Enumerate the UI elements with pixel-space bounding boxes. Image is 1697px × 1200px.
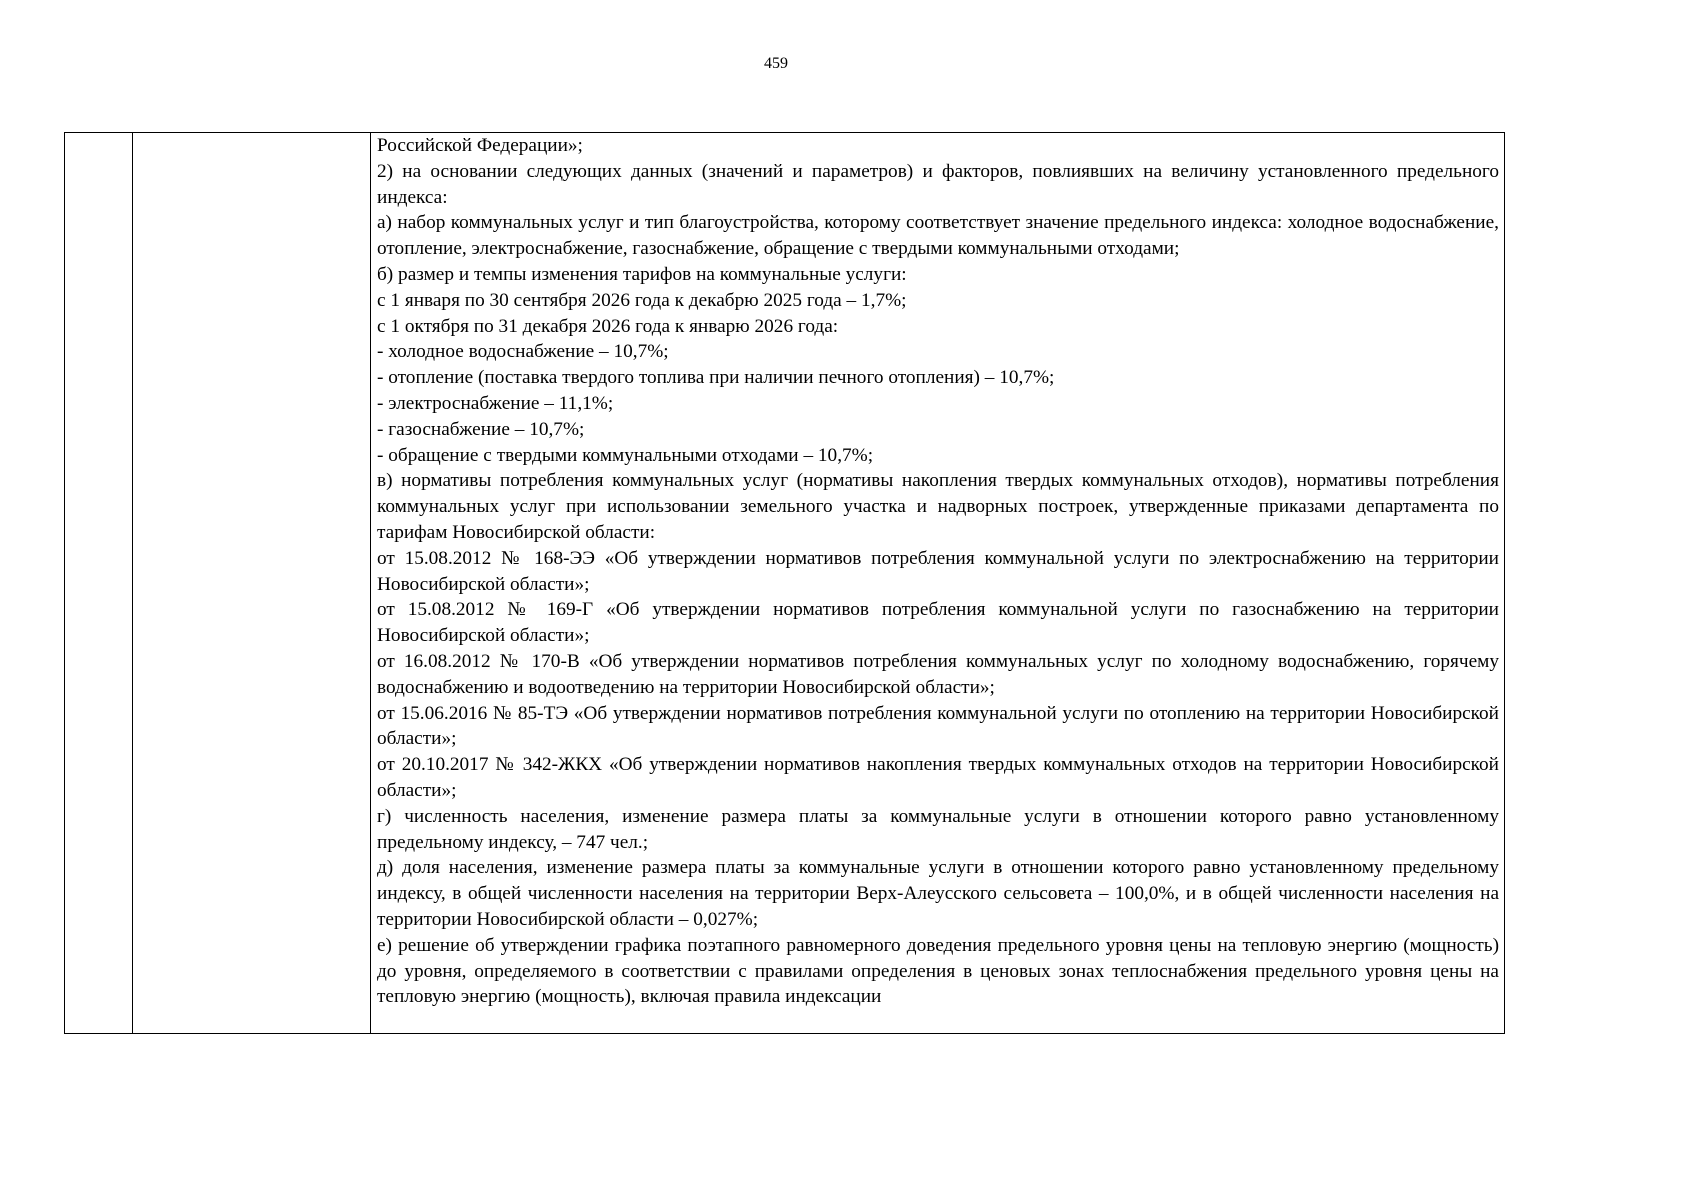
page-number: 459 <box>764 55 788 72</box>
paragraph: - газоснабжение – 10,7%; <box>377 418 585 440</box>
paragraph: - отопление (поставка твердого топлива при наличии печного отопления) – 10,7%; <box>377 367 1055 389</box>
paragraph: от 15.06.2016 № 85-ТЭ «Об утверждении нормативов потребления коммунальной услуги по отоплению на территории Новосибирской области»; <box>377 702 1499 750</box>
paragraph: с 1 октября по 31 декабря 2026 года к январю 2026 года: <box>377 315 839 337</box>
column-divider-1 <box>132 133 133 1033</box>
paragraph: от 16.08.2012 № 170-В «Об утверждении нормативов потребления коммунальных услуг по холодному водоснабжению, горячему водоснабжению и водоотведению на территории Новосибирской области»; <box>377 650 1499 698</box>
paragraph: с 1 января по 30 сентября 2026 года к декабрю 2025 года – 1,7%; <box>377 289 907 311</box>
table-text-cell <box>377 133 1499 1010</box>
paragraph: д) доля населения, изменение размера платы за коммунальные услуги в отношении которого равно установленному предельному индексу, в общей численности населения на территории Верх-Алеусского сельсовета – 100,0%, и в общей численности населения на территории Новосибирской области – 0,027%; <box>377 857 1499 930</box>
paragraph: - обращение с твердыми коммунальными отходами – 10,7%; <box>377 444 874 466</box>
paragraph: от 20.10.2017 № 342-ЖКХ «Об утверждении нормативов накопления твердых коммунальных отходов на территории Новосибирской области»; <box>377 754 1499 801</box>
paragraph: а) набор коммунальных услуг и тип благоустройства, которому соответствует значение предельного индекса: холодное водоснабжение, отопление, электроснабжение, газоснабжение, обращение с твердыми коммунальными отходами; <box>377 212 1499 260</box>
paragraph: г) численность населения, изменение размера платы за коммунальные услуги в отношении которого равно установленному предельному индексу, – 747 чел.; <box>377 805 1499 853</box>
paragraph: - электроснабжение – 11,1%; <box>377 392 614 414</box>
paragraph: 2) на основании следующих данных (значений и параметров) и факторов, повлиявших на величину установленного предельного индекса: <box>377 160 1499 208</box>
paragraph: е) решение об утверждении графика поэтапного равномерного доведения предельного уровня цены на тепловую энергию (мощность) до уровня, определяемого в соответствии с правилами определения в ценовых зонах теплоснабжения предельного уровня цены на тепловую энергию (мощность), включая правила индексации <box>377 934 1499 1008</box>
paragraph: б) размер и темпы изменения тарифов на коммунальные услуги: <box>377 263 907 285</box>
paragraph: - холодное водоснабжение – 10,7%; <box>377 341 669 363</box>
column-divider-2 <box>370 133 371 1033</box>
document-table <box>64 132 1505 1034</box>
paragraph: Российской Федерации»; <box>377 135 583 156</box>
paragraph: в) нормативы потребления коммунальных услуг (нормативы накопления твердых коммунальных отходов), нормативы потребления коммунальных услуг при использовании земельного участка и надворных построек, утвержденные приказами департамента по тарифам Новосибирской области: <box>377 470 1499 543</box>
paragraph: от 15.08.2012 № 168-ЭЭ «Об утверждении нормативов потребления коммунальной услуги по электроснабжению на территории Новосибирской области»; <box>377 547 1499 595</box>
paragraph: от 15.08.2012 № 169-Г «Об утверждении нормативов потребления коммунальной услуги по газоснабжению на территории Новосибирской области»; <box>377 599 1499 647</box>
